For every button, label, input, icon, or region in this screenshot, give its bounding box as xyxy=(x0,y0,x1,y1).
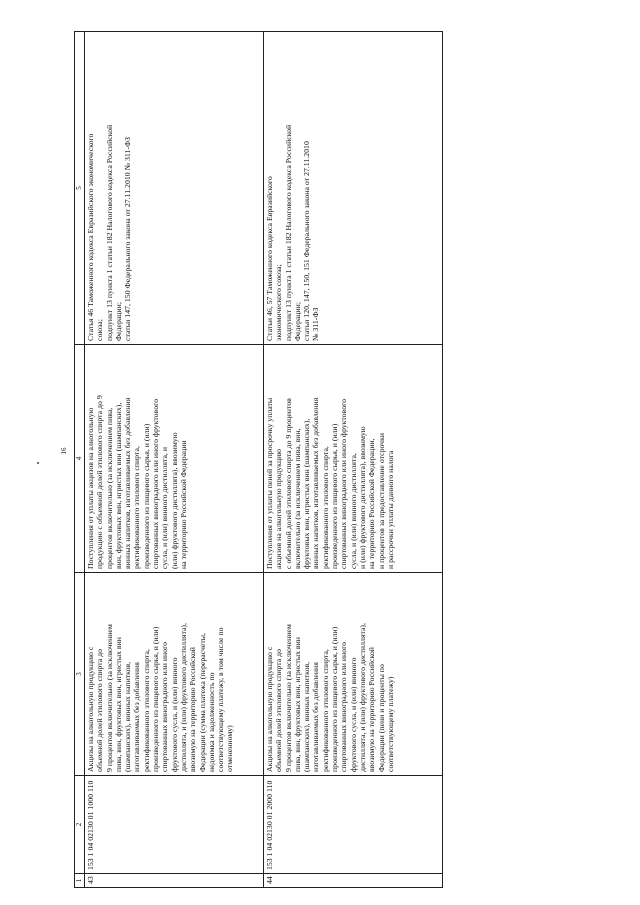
revenue-description: Поступления от уплаты пеней за просрочку уплаты акцизов на алкогольную продукцию с объемной долей этилового спирта до 9 процентов включительно (за исключением пива, вин, фруктовых вин, игристых вин (шампанских), винных напитков, изготавливаемых без добавления ректификованного этилового спирта, произведенного из пищевого сырья, и (или) спиртованных виноградного или иного фруктового сусла, и (или) винного дистиллята, и (или) фруктового дистиллята), ввозимую на территорию Российской Федерации, и процентов за предоставление отсрочки и рассрочки уплаты данного налога xyxy=(264,345,443,573)
revenue-name: Акцизы на алкогольную продукцию с объемной долей этилового спирта до 9 процентов включительно (за исключением пива, вин, фруктовых вин, игристых вин (шампанских), винных напитков, изготавливаемых без добавления ректификованного этилового спирта, произведенного из пищевого сырья, и (или) спиртованных виноградного или иного фруктового сусла, и (или) винного дистиллята, и (или) фруктового дистиллята), ввозимую на территорию Российской Федерации (сумма платежа (перерасчеты, недоимка и задолженность по соответствующему платежу, в том числе по отмененному) xyxy=(85,573,264,776)
page-number: 16 xyxy=(60,447,68,455)
kbk-code: 153 1 04 02130 01 2000 110 xyxy=(264,776,443,874)
column-number: 3 xyxy=(75,573,85,776)
column-number-row xyxy=(75,32,85,888)
row-number: 44 xyxy=(264,874,443,888)
column-number: 4 xyxy=(75,345,85,573)
row-number: 43 xyxy=(85,874,264,888)
column-number: 2 xyxy=(75,776,85,874)
column-number: 5 xyxy=(75,32,85,345)
revenue-name: Акцизы на алкогольную продукцию с объемной долей этилового спирта до 9 процентов включительно (за исключением пива, вин, фруктовых вин, игристых вин (шампанских), винных напитков, изготавливаемых без добавления ректификованного этилового спирта, произведенного из пищевого сырья, и (или) спиртованных виноградного или иного фруктового сусла, и (или) винного дистиллята, и (или) фруктового дистиллята), ввозимую на территорию Российской Федерации (пени и проценты по соответствующему платежу) xyxy=(264,573,443,776)
column-number: 1 xyxy=(75,874,85,888)
table-row xyxy=(85,32,264,888)
revenue-description: Поступления от уплаты акцизов на алкогольную продукцию с объемной долей этилового спирта до 9 процентов включительно (за исключением пива, вин, фруктовых вин, игристых вин (шампанских), винных напитков, изготавливаемых без добавления ректификованного этилового спирта, произведенного из пищевого сырья, и (или) спиртованных виноградного или иного фруктового сусла, и (или) винного дистиллята, и (или) фруктового дистиллята), ввозимую на территорию Российской Федерации xyxy=(85,345,264,573)
table-row xyxy=(264,32,443,888)
rotated-table-container xyxy=(74,32,395,888)
scan-dot xyxy=(37,462,39,464)
legal-basis: Статьи 46, 57 Таможенного кодекса Евразийского экономического союза; подпункт 13 пункта 1 статьи 182 Налогового кодекса Российской Федерации; статьи 120, 147, 150, 151 Федерального закона от 27.11.2010 № 311-ФЗ xyxy=(264,32,443,345)
legal-basis: Статья 46 Таможенного кодекса Евразийского экономического союза; подпункт 13 пункта 1 статьи 182 Налогового кодекса Российской Федерации; статьи 147, 150 Федерального закона от 27.11.2010 № 311-ФЗ xyxy=(85,32,264,345)
kbk-code: 153 1 04 02130 01 1000 110 xyxy=(85,776,264,874)
budget-classification-table xyxy=(74,31,443,888)
